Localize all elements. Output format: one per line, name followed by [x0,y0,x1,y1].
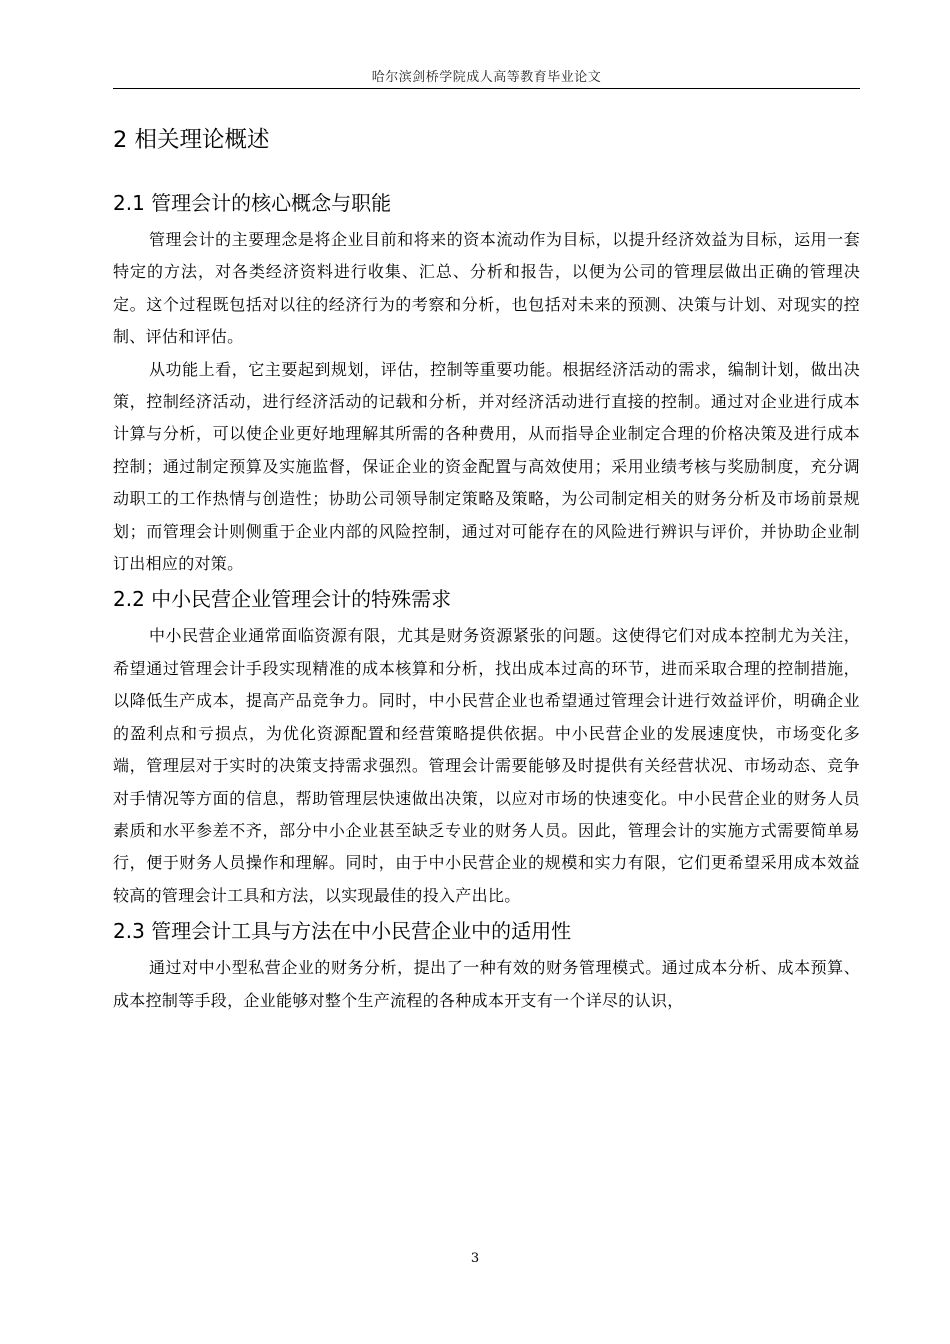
running-header: 哈尔滨剑桥学院成人高等教育毕业论文 [371,70,602,85]
paragraph: 中小民营企业通常面临资源有限，尤其是财务资源紧张的问题。这使得它们对成本控制尤为关注，希望通过管理会计手段实现精准的成本核算和分析，找出成本过高的环节，进而采取合理的控制措施，以降低生产成本，提高产品竞争力。同时，中小民营企业也希望通过管理会计进行效益评价，明确企业的盈利点和亏损点，为优化资源配置和经营策略提供依据。中小民营企业的发展速度快，市场变化多端，管理层对于实时的决策支持需求强烈。管理会计需要能够及时提供有关经营状况、市场动态、竞争对手情况等方面的信息，帮助管理层快速做出决策，以应对市场的快速变化。中小民营企业的财务人员素质和水平参差不齐，部分中小企业甚至缺乏专业的财务人员。因此，管理会计的实施方式需要简单易行，便于财务人员操作和理解。同时，由于中小民营企业的规模和实力有限，它们更希望采用成本效益较高的管理会计工具和方法，以实现最佳的投入产出比。 [113,626,860,905]
page-number: 3 [470,1251,480,1266]
section-title-2-1: 2.1 管理会计的核心概念与职能 [113,191,392,215]
section-title-2-2: 2.2 中小民营企业管理会计的特殊需求 [113,587,452,612]
page-body [113,118,860,1017]
chapter-title: 2 相关理论概述 [113,127,270,153]
section-title-2-3: 2.3 管理会计工具与方法在中小民营企业中的适用性 [113,919,572,944]
header-rule [113,88,860,89]
paragraph: 从功能上看，它主要起到规划，评估，控制等重要功能。根据经济活动的需求，编制计划，做出决策，控制经济活动，进行经济活动的记载和分析，并对经济活动进行直接的控制。通过对企业进行成本计算与分析，可以使企业更好地理解其所需的各种费用，从而指导企业制定合理的价格决策及进行成本控制；通过制定预算及实施监督，保证企业的资金配置与高效使用；采用业绩考核与奖励制度，充分调动职工的工作热情与创造性；协助公司领导制定策略及策略，为公司制定相关的财务分析及市场前景规划；而管理会计则侧重于企业内部的风险控制，通过对可能存在的风险进行辨识与评价，并协助企业制订出相应的对策。 [113,359,860,574]
paragraph: 管理会计的主要理念是将企业目前和将来的资本流动作为目标，以提升经济效益为目标，运用一套特定的方法，对各类经济资料进行收集、汇总、分析和报告，以便为公司的管理层做出正确的管理决定。这个过程既包括对以往的经济行为的考察和分析，也包括对未来的预测、决策与计划、对现实的控制、评估和评估。 [113,230,860,347]
paragraph: 通过对中小型私营企业的财务分析，提出了一种有效的财务管理模式。通过成本分析、成本预算、成本控制等手段，企业能够对整个生产流程的各种成本开支有一个详尽的认识， [113,958,860,1010]
